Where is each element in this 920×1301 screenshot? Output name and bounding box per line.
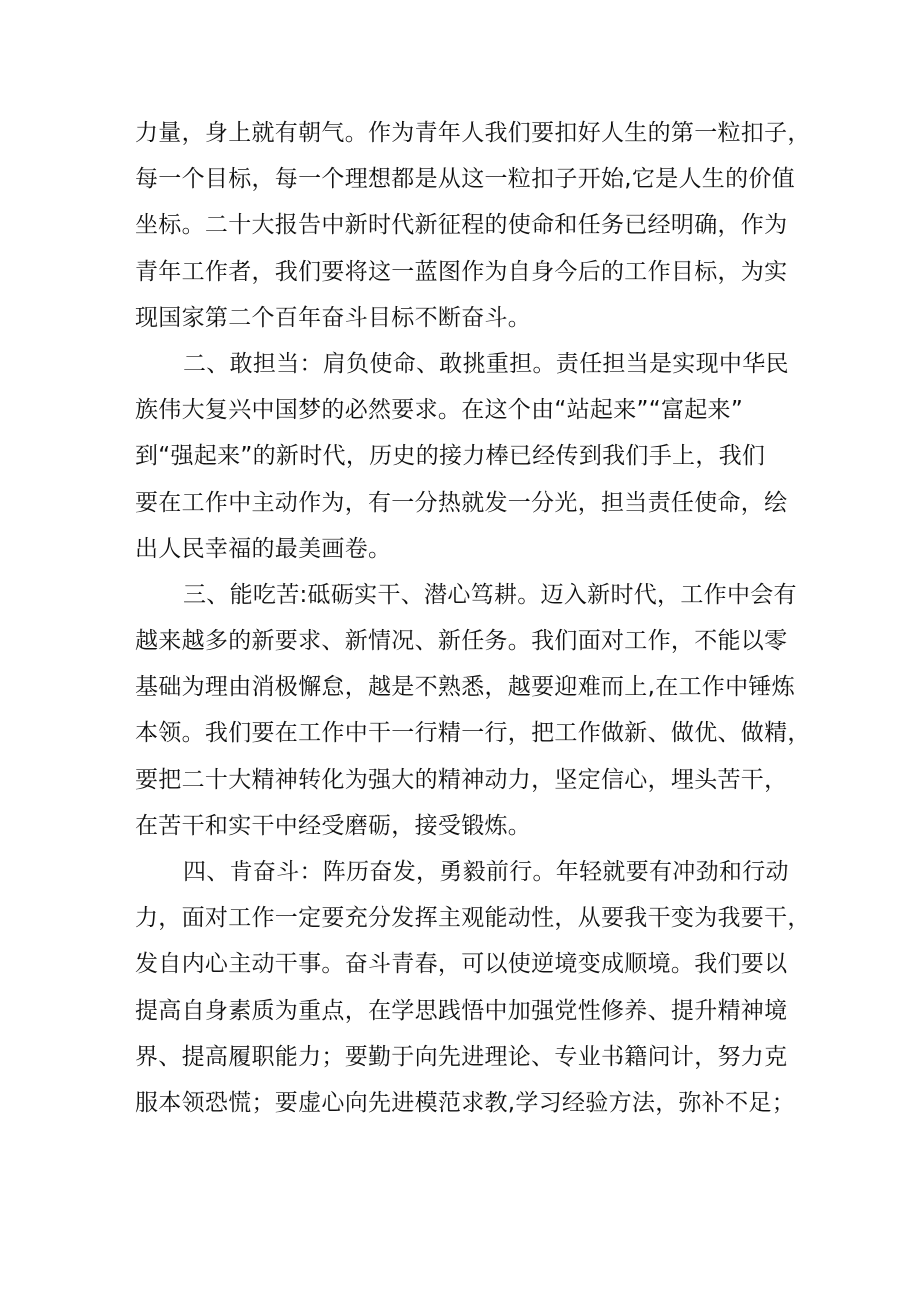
text-line: 青年工作者，我们要将这一蓝图作为自身今后的工作目标，为实: [135, 258, 788, 285]
text-line: 服本领恐慌；要虚心向先进模范求教,学习经验方法，弥补不足；: [135, 1089, 796, 1116]
text-line: 二、敢担当：肩负使命、敢挑重担。责任担当是实现中华民: [183, 350, 789, 377]
text-line: 在苦干和实干中经受磨砺，接受锻炼。: [135, 812, 532, 839]
text-line: 族伟大复兴中国梦的必然要求。在这个由“站起来”“富起来”: [135, 397, 744, 424]
text-line: 提高自身素质为重点，在学思践悟中加强党性修养、提升精神境: [135, 997, 788, 1024]
text-line: 三、能吃苦:砥砺实干、潜心笃耕。迈入新时代，工作中会有: [183, 581, 797, 608]
paragraph-3: [135, 572, 811, 849]
text-line: 现国家第二个百年奋斗目标不断奋斗。: [135, 304, 532, 331]
text-line: 本领。我们要在工作中干一行精一行，把工作做新、做优、做精，: [135, 720, 811, 747]
paragraph-1: [135, 110, 811, 341]
text-line: 到“强起来”的新时代，历史的接力棒已经传到我们手上，我们: [135, 443, 766, 470]
text-line: 越来越多的新要求、新情况、新任务。我们面对工作，不能以零: [135, 628, 788, 655]
text-line: 发自内心主动干事。奋斗青春，可以使逆境变成顺境。我们要以: [135, 951, 788, 978]
document-body: [135, 110, 811, 1126]
text-line: 每一个目标，每一个理想都是从这一粒扣子开始,它是人生的价值: [135, 166, 796, 193]
text-line: 要把二十大精神转化为强大的精神动力，坚定信心，埋头苦干，: [135, 766, 788, 793]
text-line: 力，面对工作一定要充分发挥主观能动性，从要我干变为我要干，: [135, 905, 811, 932]
text-line: 基础为理由消极懈怠，越是不熟悉，越要迎难而上,在工作中锤炼: [135, 674, 796, 701]
text-line: 界、提高履职能力；要勤于向先进理论、专业书籍问计，努力克: [135, 1043, 788, 1070]
paragraph-4: [135, 849, 811, 1126]
text-line: 出人民幸福的最美画卷。: [135, 535, 392, 562]
text-line: 力量，身上就有朝气。作为青年人我们要扣好人生的第一粒扣子，: [135, 120, 811, 146]
text-line: 坐标。二十大报告中新时代新征程的使命和任务已经明确，作为: [135, 212, 788, 239]
text-line: 四、肯奋斗：阵历奋发，勇毅前行。年轻就要有冲劲和行动: [183, 859, 789, 885]
paragraph-2: [135, 341, 800, 572]
text-line: 要在工作中主动作为，有一分热就发一分光，担当责任使命，绘: [135, 489, 788, 516]
